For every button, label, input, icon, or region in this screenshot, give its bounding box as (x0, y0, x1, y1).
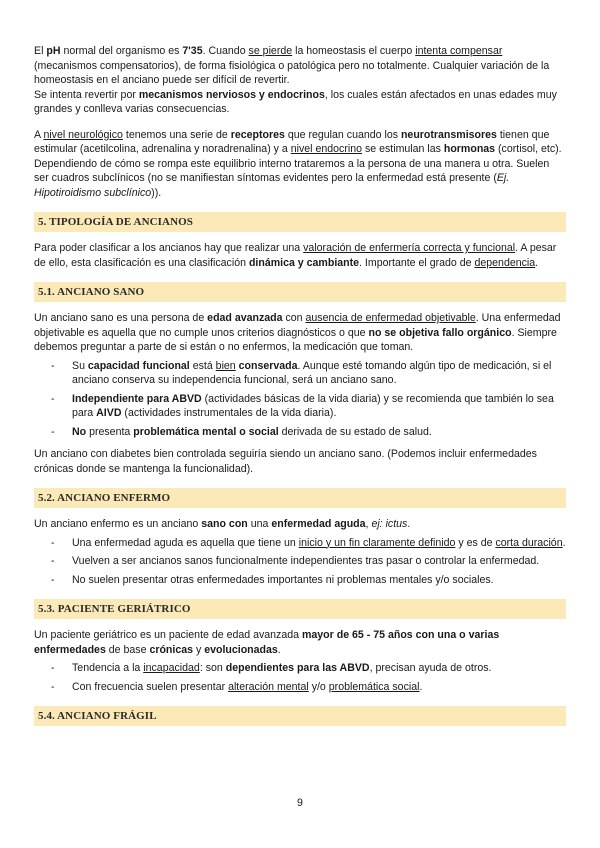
text-run: . Siempre debemos preguntar a parte de si están o no enfermos, la medicación que toman. (34, 326, 557, 353)
text-run: receptores (230, 128, 285, 141)
text-run: derivada de su estado de salud. (278, 425, 432, 438)
text-run: capacidad funcional (87, 359, 190, 372)
text-run: edad avanzada (207, 312, 283, 324)
section-5-2-list (34, 536, 566, 588)
list-item (34, 425, 566, 440)
text-run: sano con (201, 518, 248, 530)
section-5-3-list (34, 661, 566, 694)
dash-bullet: - (51, 536, 55, 549)
section-heading-5-3: 5.3. PACIENTE GERIÁTRICO (34, 599, 566, 619)
text-run: Ej. Hipotiroidismo subclínico (34, 172, 510, 199)
text-run: neurotransmisores (400, 128, 497, 141)
text-run: Se intenta revertir por (34, 88, 139, 101)
text-run: problemática mental o social (133, 425, 279, 438)
list-item (34, 392, 566, 421)
text-run: . Importante el grado de (359, 256, 475, 269)
text-run: (cortisol, etc). Dependiendo de cómo se rompa este equilibrio interno trataremos a la persona de una manera u otra. Suelen ser cuadros subclínicos (no se manifiestan síntomas evidentes pero la enfermedad está presente ( (34, 143, 562, 184)
text-run: y/o (308, 680, 329, 693)
text-run: presenta (86, 425, 134, 438)
text-run: y (193, 643, 205, 656)
text-run: intenta compensar (415, 45, 503, 57)
text-run: : son (199, 662, 226, 674)
text-run: (actividades básicas de la vida diaria) y se recomienda que también lo sea para (72, 392, 554, 419)
text-run: Un anciano sano es una persona de (34, 312, 208, 324)
text-run: alteración mental (228, 680, 309, 693)
text-run: tienen que estimular (acetilcolina, adrenalina y noradrenalina) y a (34, 128, 550, 155)
section-5-1-note (34, 447, 566, 476)
text-run: corta duración (495, 536, 563, 549)
list-item (34, 536, 566, 551)
text-run: . Una enfermedad objetivable es aquella que no cumple unos criterios diagnósticos o que (34, 312, 561, 339)
intro-paragraph-3 (34, 128, 566, 201)
text-run: con (282, 312, 306, 324)
text-run: ej: ictus (371, 518, 408, 530)
text-run: AIVD (96, 407, 122, 419)
section-5-1-list (34, 359, 566, 440)
text-run: Vuelven a ser ancianos sanos funcionalmente independientes tras pasar o controlar la enfermedad. (72, 555, 540, 567)
section-heading-5-4: 5.4. ANCIANO FRÁGIL (34, 706, 566, 726)
text-run: El (34, 45, 47, 57)
dash-bullet: - (51, 359, 55, 372)
document-page (34, 44, 566, 735)
text-run: está (189, 359, 216, 372)
text-run: problemática social (328, 680, 420, 693)
text-run: . (277, 643, 281, 656)
intro-paragraph-2 (34, 88, 566, 117)
text-run: se estimulan las (362, 143, 444, 155)
intro-paragraph-1 (34, 44, 566, 88)
text-run: nivel endocrino (290, 143, 363, 155)
text-run: se pierde (248, 45, 293, 57)
text-run: Tendencia a la (72, 662, 144, 674)
text-run: crónicas (149, 643, 194, 656)
text-run: no se objetiva fallo orgánico (368, 326, 512, 339)
text-run: dependientes para las ABVD (225, 662, 370, 674)
section-heading-5-1: 5.1. ANCIANO SANO (34, 282, 566, 302)
section-5-1-paragraph (34, 311, 566, 355)
text-run: incapacidad (143, 662, 200, 674)
text-run: , los cuales están afectados en unas edades muy grandes y conlleva varias consecuencias. (34, 88, 557, 115)
text-run: tenemos una serie de (122, 128, 231, 141)
text-run: , precisan ayuda de otros. (369, 662, 492, 674)
text-run: A (34, 128, 44, 141)
text-run: . (535, 256, 539, 269)
text-run: No (72, 425, 87, 438)
text-run: conservada (238, 359, 298, 372)
text-run: 7'35 (182, 45, 203, 57)
text-run: . Aunque esté tomando algún tipo de medicación, si el anciano conserva su independencia funcional, será un anciano sano. (72, 359, 552, 386)
text-run: normal del organismo es (60, 45, 183, 57)
text-run: mayor de 65 - 75 años con una o varias enfermedades (34, 629, 500, 656)
text-run: Un anciano enfermo es un anciano (34, 518, 202, 530)
text-run: (actividades instrumentales de la vida diaria). (121, 407, 337, 419)
text-run: No suelen presentar otras enfermedades importantes ni problemas mentales y/o sociales. (72, 573, 494, 586)
text-run: valoración de enfermería correcta y funcional (303, 242, 516, 254)
list-item (34, 680, 566, 695)
section-5-3-paragraph (34, 628, 566, 657)
text-run: . (562, 536, 566, 549)
text-run: Un paciente geriátrico es un paciente de edad avanzada (34, 629, 302, 641)
text-run: ausencia de enfermedad objetivable (305, 312, 476, 324)
text-run: y es de (455, 536, 496, 549)
dash-bullet: - (51, 573, 55, 586)
text-run: la homeostasis el cuerpo (292, 45, 416, 57)
text-run: enfermedad aguda (271, 518, 366, 530)
text-run: dinámica y cambiante (248, 256, 360, 269)
section-5-2-paragraph (34, 517, 566, 532)
text-run: que regulan cuando los (284, 128, 401, 141)
list-item (34, 661, 566, 676)
text-run: pH (46, 45, 61, 57)
text-run: evolucionadas (204, 643, 278, 656)
text-run: inicio y un fin claramente definido (298, 536, 456, 549)
text-run: . (419, 680, 423, 693)
text-run: Con frecuencia suelen presentar (72, 680, 229, 693)
text-run: hormonas (443, 143, 496, 155)
text-run: dependencia (474, 256, 536, 269)
text-run: . (407, 518, 411, 530)
text-run: nivel neurológico (43, 128, 123, 141)
text-run: )). (151, 186, 162, 199)
dash-bullet: - (51, 555, 55, 567)
text-run: (mecanismos compensatorios), de forma fisiológica o patológica pero no totalmente. Cualquier variación de la homeostasis en el anciano puede ser difícil de revertir. (34, 59, 550, 86)
dash-bullet: - (51, 680, 55, 693)
text-run: de base (105, 643, 150, 656)
list-item (34, 554, 566, 569)
section-heading-5: 5. TIPOLOGÍA DE ANCIANOS (34, 212, 566, 232)
text-run: Independiente para ABVD (72, 392, 202, 405)
text-run: Para poder clasificar a los ancianos hay que realizar una (34, 242, 304, 254)
dash-bullet: - (51, 425, 55, 438)
dash-bullet: - (51, 392, 55, 405)
text-run: Su (72, 359, 88, 372)
text-run: mecanismos nerviosos y endocrinos (138, 88, 325, 101)
text-run: bien (215, 359, 236, 372)
section-5-paragraph (34, 241, 566, 270)
text-run: Un anciano con diabetes bien controlada seguiría siendo un anciano sano. (Podemos incluir enfermedades crónicas donde se mantenga la funcionalidad). (34, 448, 537, 475)
text-run: . Cuando (202, 45, 249, 57)
text-run: , (365, 518, 372, 530)
page-number: 9 (297, 797, 303, 809)
text-run: . A pesar de ello, esta clasificación es una clasificación (34, 242, 557, 269)
text-run: Una enfermedad aguda es aquella que tiene un (72, 536, 299, 549)
text-run: una (247, 518, 272, 530)
list-item (34, 359, 566, 388)
dash-bullet: - (51, 662, 55, 674)
list-item (34, 573, 566, 588)
section-heading-5-2: 5.2. ANCIANO ENFERMO (34, 488, 566, 508)
